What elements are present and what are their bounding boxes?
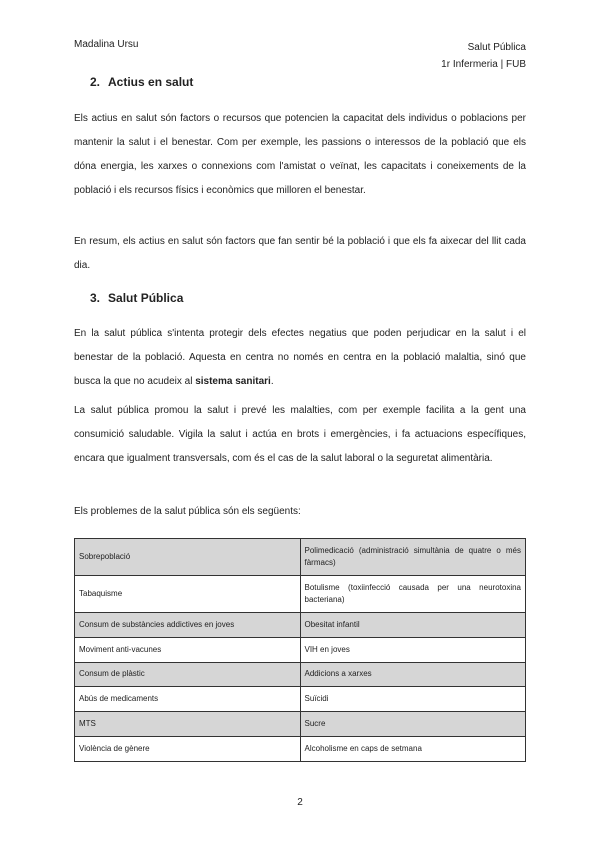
problems-table (74, 538, 526, 762)
section-3-paragraph-1-end: . (270, 376, 274, 387)
table-cell-right: Obesitat infantil (300, 613, 526, 638)
section-3-title: Salut Pública (108, 291, 184, 305)
section-3-paragraph-1-bold: sistema sanitari (195, 376, 271, 387)
table-cell-left: Consum de substàncies addictives en joves (75, 613, 301, 638)
section-3-paragraph-1 (74, 322, 526, 394)
table-row (75, 637, 526, 662)
table-cell-left: Abús de medicaments (75, 687, 301, 712)
table-row (75, 662, 526, 687)
table-cell-right: Addicions a xarxes (300, 662, 526, 687)
section-3-heading (90, 291, 183, 305)
page-number: 2 (297, 797, 303, 808)
table-cell-right: VIH en joves (300, 637, 526, 662)
section-2-paragraph-1: Els actius en salut són factors o recursos que potencien la capacitat dels individus o poblacions per mantenir la salut i el benestar. Com per exemple, les passions o interessos de la població que els dóna energia, les xarxes o connexions com l'amistat o veïnat, les capacitats i coneixements de la població i els recursos físics i econòmics que milloren el benestar. (74, 113, 526, 196)
table-row (75, 539, 526, 576)
table-row (75, 736, 526, 761)
section-3-paragraph-1-text: En la salut pública s'intenta protegir dels efectes negatius que poden perjudicar en la salut i el benestar de la població. Aquesta en centra no només en centra en la població malaltia, sinó que busca la que no acudeix al (74, 328, 526, 387)
table-cell-left: MTS (75, 712, 301, 737)
table-cell-right: Botulisme (toxiinfecció causada per una neurotoxina bacteriana) (300, 576, 526, 613)
table-row (75, 576, 526, 613)
header-author: Madalina Ursu (74, 39, 139, 50)
section-2-heading (90, 75, 193, 89)
table-cell-left: Consum de plàstic (75, 662, 301, 687)
section-3-number: 3. (90, 291, 101, 305)
section-3-paragraph-2: La salut pública promou la salut i prevé les malalties, com per exemple facilita a la gent una consumició saludable. Vigila la salut i actúa en brots i emergències, i fa actuacions específiques, encara que igualment transversals, com és el cas de la salut laboral o la seguretat alimentària. (74, 405, 526, 464)
table-row (75, 687, 526, 712)
table-row (75, 712, 526, 737)
table-cell-right: Sucre (300, 712, 526, 737)
problems-intro: Els problemes de la salut pública són els següents: (74, 506, 301, 517)
section-2-paragraph-2: En resum, els actius en salut són factors que fan sentir bé la població i que els fa aixecar del llit cada dia. (74, 236, 526, 271)
section-2-title: Actius en salut (108, 75, 194, 89)
table-cell-right: Alcoholisme en caps de setmana (300, 736, 526, 761)
table-cell-left: Tabaquisme (75, 576, 301, 613)
header-info (441, 39, 526, 73)
section-2-number: 2. (90, 75, 101, 89)
header-course: 1r Infermeria | FUB (441, 59, 526, 70)
table-cell-left: Sobrepoblació (75, 539, 301, 576)
table-cell-right: Suïcidi (300, 687, 526, 712)
table-cell-right: Polimedicació (administració simultània de quatre o més fàrmacs) (300, 539, 526, 576)
header-subject: Salut Pública (467, 42, 526, 53)
table-row (75, 613, 526, 638)
table-cell-left: Moviment anti-vacunes (75, 637, 301, 662)
table-cell-left: Violència de gènere (75, 736, 301, 761)
